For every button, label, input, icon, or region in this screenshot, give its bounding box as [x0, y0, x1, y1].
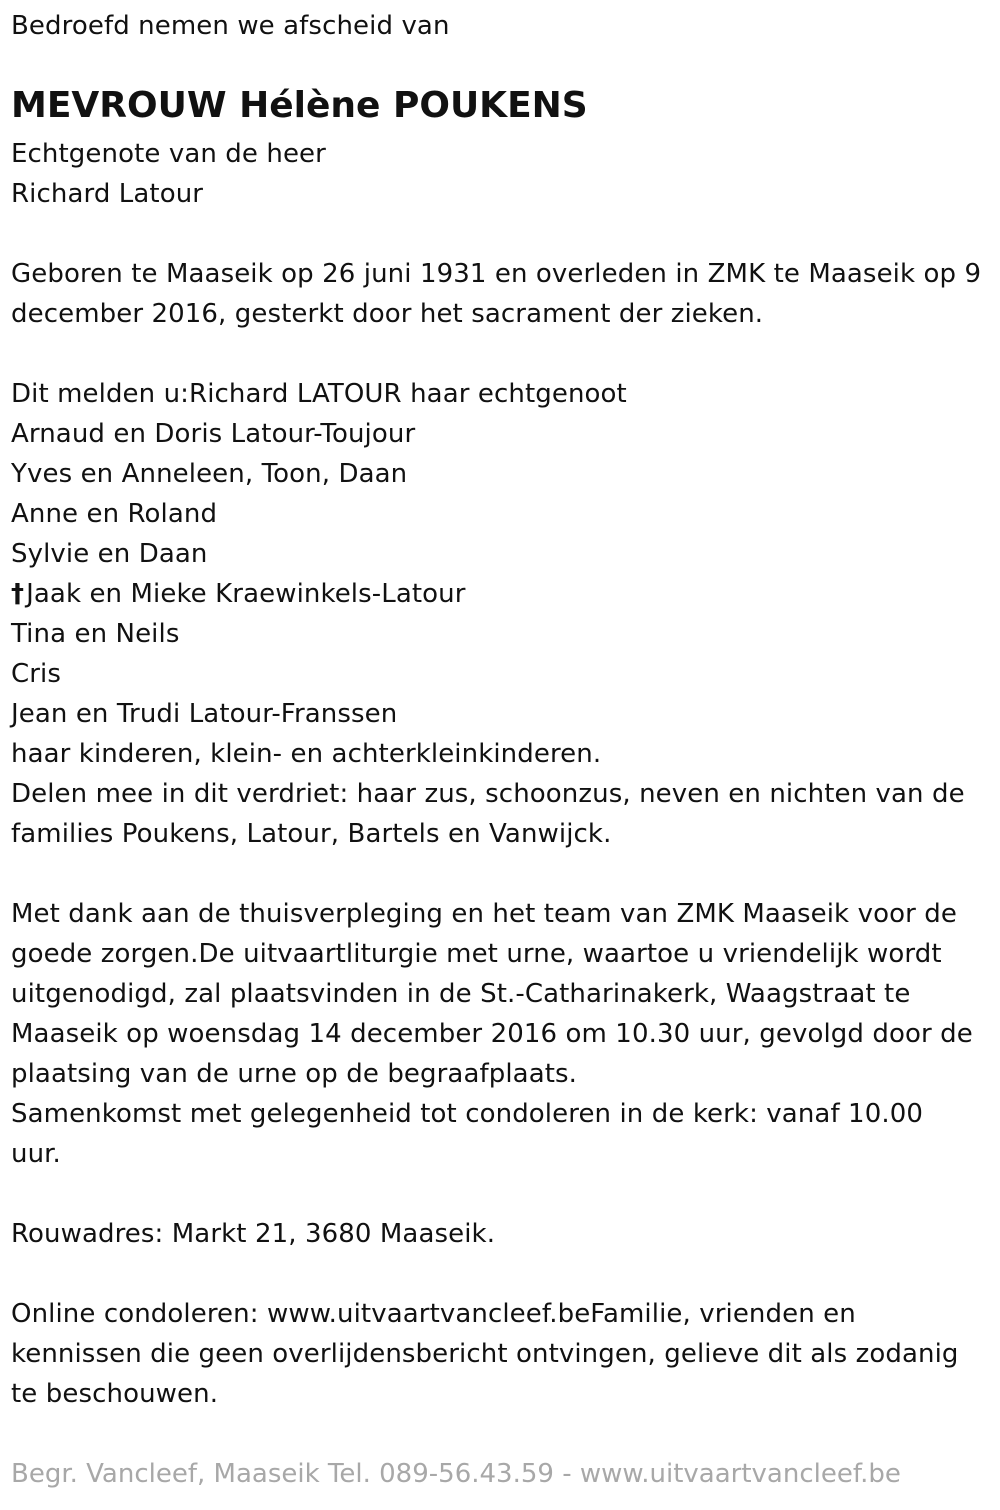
family-block [11, 374, 965, 854]
online-line: kennissen die geen overlijdensbericht ontvingen, gelieve dit als zodanig [11, 1339, 959, 1369]
spouse-name: Richard Latour [11, 179, 204, 209]
intro-text: Bedroefd nemen we afscheid van [11, 11, 450, 41]
family-line: Delen mee in dit verdriet: haar zus, schoonzus, neven en nichten van de [11, 779, 965, 809]
family-line-deceased [11, 574, 965, 614]
online-condolence-block [11, 1294, 959, 1414]
thanks-line: Met dank aan de thuisverpleging en het team van ZMK Maaseik voor de [11, 899, 957, 929]
thanks-line: plaatsing van de urne op de begraafplaats. [11, 1059, 578, 1089]
spouse-block [11, 134, 326, 214]
cross-icon: † [11, 579, 25, 609]
thanks-funeral-block [11, 894, 973, 1174]
funeral-home-footer: Begr. Vancleef, Maaseik Tel. 089-56.43.59 - www.uitvaartvancleef.be [11, 1459, 901, 1489]
thanks-line: Samenkomst met gelegenheid tot condoleren in de kerk: vanaf 10.00 [11, 1099, 923, 1129]
mourning-address: Rouwadres: Markt 21, 3680 Maaseik. [11, 1219, 496, 1249]
family-line: Sylvie en Daan [11, 539, 208, 569]
family-line: Jean en Trudi Latour-Franssen [11, 699, 398, 729]
family-line: Yves en Anneleen, Toon, Daan [11, 459, 408, 489]
address-block [11, 1214, 495, 1254]
online-line: Online condoleren: www.uitvaartvancleef.beFamilie, vrienden en [11, 1299, 856, 1329]
birth-line: Geboren te Maaseik op 26 juni 1931 en overleden in ZMK te Maaseik op 9 [11, 259, 982, 289]
thanks-line: uitgenodigd, zal plaatsvinden in de St.-Catharinakerk, Waagstraat te [11, 979, 911, 1009]
family-line: Dit melden u:Richard LATOUR haar echtgenoot [11, 379, 627, 409]
thanks-line: Maaseik op woensdag 14 december 2016 om 10.30 uur, gevolgd door de [11, 1019, 973, 1049]
family-line: Anne en Roland [11, 499, 218, 529]
family-line-text: Jaak en Mieke Kraewinkels-Latour [26, 579, 466, 609]
family-line: Cris [11, 659, 62, 689]
thanks-line: uur. [11, 1139, 61, 1169]
spouse-line: Echtgenote van de heer [11, 139, 326, 169]
deceased-name: MEVROUW Hélène POUKENS [11, 85, 588, 126]
family-line: Tina en Neils [11, 619, 180, 649]
family-line: haar kinderen, klein- en achterkleinkinderen. [11, 739, 602, 769]
birth-death-block [11, 254, 981, 334]
thanks-line: goede zorgen.De uitvaartliturgie met urne, waartoe u vriendelijk wordt [11, 939, 942, 969]
family-line: Arnaud en Doris Latour-Toujour [11, 419, 416, 449]
online-line: te beschouwen. [11, 1379, 219, 1409]
birth-line: december 2016, gesterkt door het sacrament der zieken. [11, 299, 764, 329]
family-line: families Poukens, Latour, Bartels en Vanwijck. [11, 819, 612, 849]
